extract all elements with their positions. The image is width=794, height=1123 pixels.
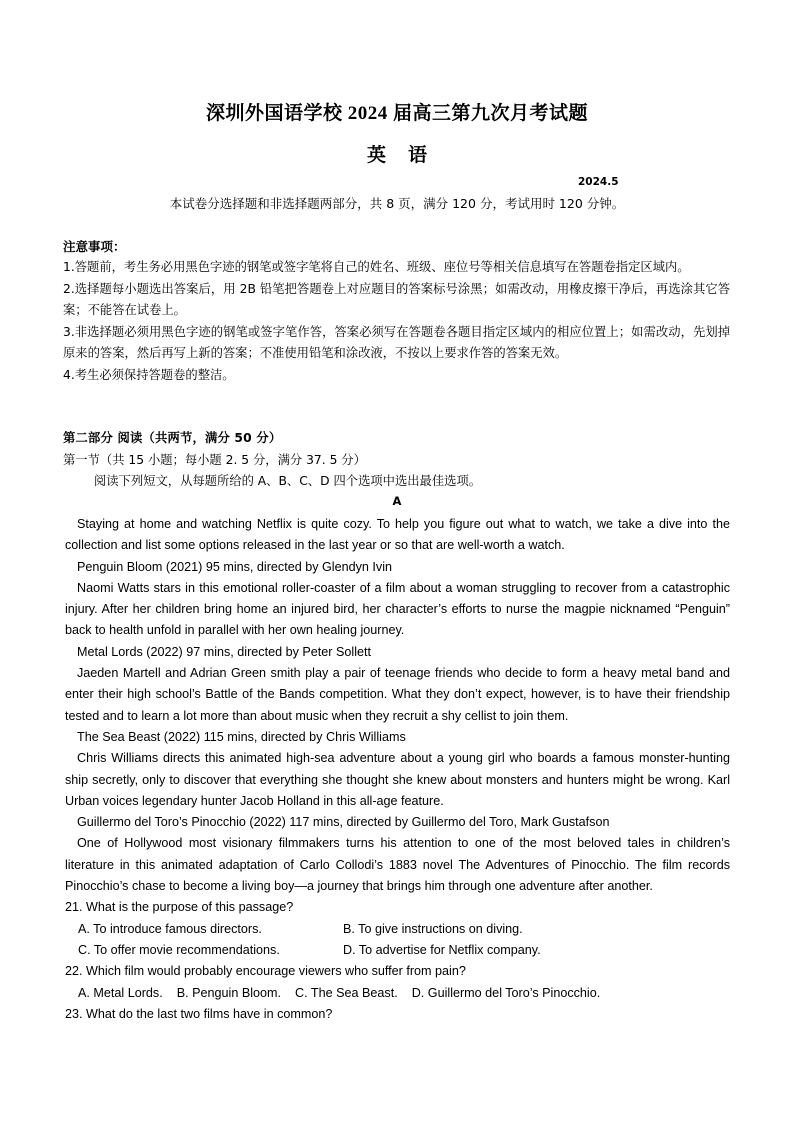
exam-date: 2024.5 xyxy=(578,176,619,188)
film-title: The Sea Beast (2022) 115 mins, directed by Chris Williams xyxy=(77,729,406,744)
note-item: 1.答题前，考生务必用黑色字迹的钢笔或签字笔将自己的姓名、班级、座位号等相关信息填写在答题卷指定区域内。 xyxy=(63,260,690,274)
film-description: Naomi Watts stars in this emotional roller-coaster of a film about a woman struggling to recover from a catastrophic injury. After her children bring home an injured bird, her character’s efforts to nurse the magpie nicknamed “Penguin” back to health unfold in parallel with her own healing journey. xyxy=(65,580,730,638)
film-description: Chris Williams directs this animated high-sea adventure about a young girl who boards a famous monster-hunting ship secretly, only to discover that everything she thought she knew about monsters and hunters might be wrong. Karl Urban voices legendary hunter Jacob Holland in this all-age feature. xyxy=(65,751,730,808)
option-c: C. The Sea Beast. xyxy=(295,985,398,1000)
passage-intro: Staying at home and watching Netflix is quite cozy. To help you figure out what to watch, we take a dive into the collection and list some options released in the last year or so that are well-worth a watch. xyxy=(65,517,730,553)
film-title: Metal Lords (2022) 97 mins, directed by Peter Sollett xyxy=(77,644,371,659)
option-b: B. To give instructions on diving. xyxy=(343,921,523,936)
option-a: A. To introduce famous directors. xyxy=(78,921,262,936)
option-a: A. Metal Lords. xyxy=(78,985,163,1000)
film-title: Penguin Bloom (2021) 95 mins, directed by Glendyn Ivin xyxy=(77,559,393,574)
section-subheading: 第一节（共 15 小题；每小题 2. 5 分，满分 37. 5 分） xyxy=(63,453,366,467)
question-stem: 22. Which film would probably encourage viewers who suffer from pain? xyxy=(65,964,466,979)
question-stem: 21. What is the purpose of this passage? xyxy=(65,900,294,915)
note-item: 2.选择题每小题选出答案后，用 2B 铅笔把答题卷上对应题目的答案标号涂黑；如需改动，用橡皮擦干净后，再选涂其它答案；不能答在试卷上。 xyxy=(63,281,730,317)
option-b: B. Penguin Bloom. xyxy=(176,985,282,1000)
question-options xyxy=(65,919,730,940)
film-description: Jaeden Martell and Adrian Green smith play a pair of teenage friends who decide to form a heavy metal band and enter their high school’s Battle of the Bands competition. What they don’t expect, however, is to have their friendship tested and to learn a lot more than about music when they recruit a shy cellist to join them. xyxy=(65,666,730,723)
passage-label: A xyxy=(392,494,402,508)
option-c: C. To offer movie recommendations. xyxy=(78,942,280,957)
option-d: D. Guillermo del Toro’s Pinocchio. xyxy=(411,985,601,1000)
question-stem: 23. What do the last two films have in common? xyxy=(65,1006,333,1021)
note-item: 3.非选择题必须用黑色字迹的钢笔或签字笔作答，答案必须写在答题卷各题目指定区域内的相应位置上；如需改动，先划掉原来的答案，然后再写上新的答案；不准使用铅笔和涂改液，不按以上要求作答的答案无效。 xyxy=(63,324,730,360)
subject-title: 英语 xyxy=(366,145,449,166)
passage-body xyxy=(65,514,730,1025)
exam-title: 深圳外国语学校 2024 届高三第九次月考试题 xyxy=(205,103,588,124)
film-title: Guillermo del Toro’s Pinocchio (2022) 117 mins, directed by Guillermo del Toro, Mark Gustafson xyxy=(77,815,610,830)
section-heading: 第二部分 阅读（共两节，满分 50 分） xyxy=(63,431,282,445)
exam-intro: 本试卷分选择题和非选择题两部分，共 8 页，满分 120 分，考试用时 120 分钟。 xyxy=(169,196,625,211)
question-options xyxy=(65,940,730,961)
question-options xyxy=(65,983,730,1004)
option-d: D. To advertise for Netflix company. xyxy=(343,942,541,957)
note-item: 4.考生必须保持答题卷的整洁。 xyxy=(63,367,235,382)
notes-heading: 注意事项： xyxy=(63,239,126,254)
section-instruction: 阅读下列短文，从每题所给的 A、B、C、D 四个选项中选出最佳选项。 xyxy=(94,474,482,488)
film-description: One of Hollywood most visionary filmmakers turns his attention to one of the most beloved tales in children’s literature in this animated adaptation of Carlo Collodi’s 1883 novel The Adventures of Pinocchio. The film records Pinocchio’s chase to become a living boy—a journey that brings him through one adventure after another. xyxy=(65,836,730,894)
notes-list xyxy=(63,257,730,386)
